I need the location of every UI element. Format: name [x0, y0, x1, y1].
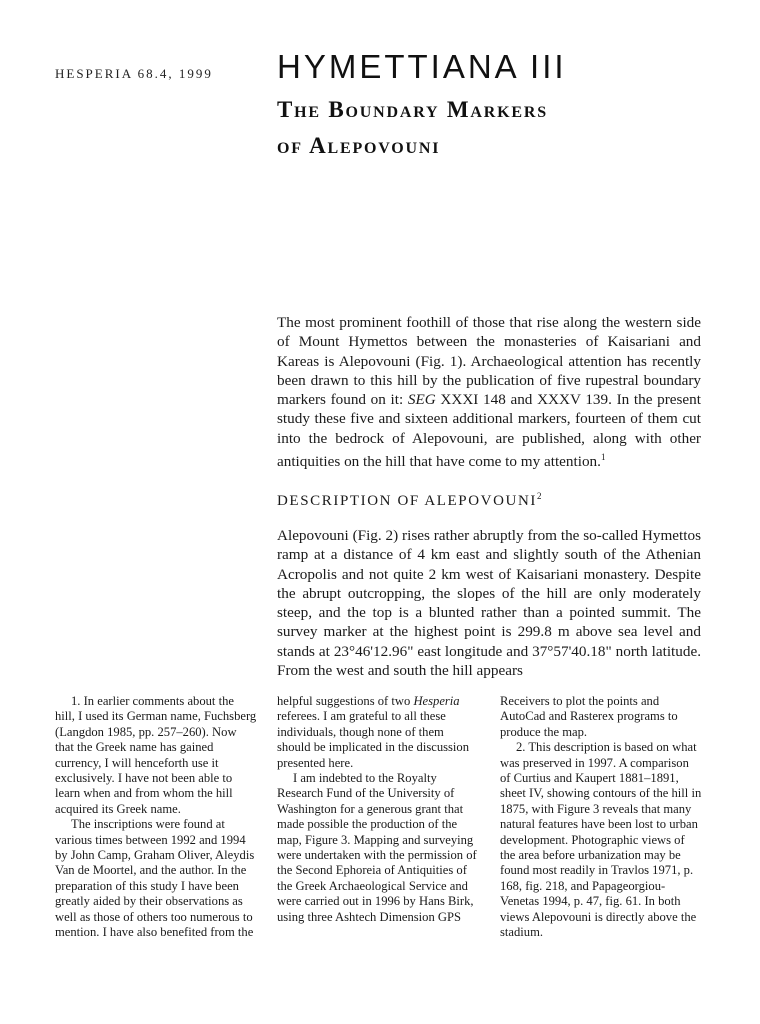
section-heading-text: DESCRIPTION OF ALEPOVOUNI — [277, 493, 538, 509]
seg-abbreviation: SEG — [407, 391, 436, 409]
journal-citation: HESPERIA 68.4, 1999 — [55, 66, 213, 81]
intro-paragraph — [277, 313, 701, 471]
intro-text-part-1: The most prominent foothill of those that rise along the western side of Mount Hymettos between the monasteries of Kaisariani and Kareas is Alepovouni (Fig. 1). Archaeological attention has recently been drawn to this hill by the publication of five rupestral boundary markers found on it: — [277, 314, 701, 409]
intro-text-part-2: XXXI 148 and XXXV 139. In the present study these five and sixteen additional markers, fourteen of them cut into the bedrock of Alepovouni, are published, along with other antiquities on the hill that have come to my attention. — [277, 391, 701, 471]
footnote-text: referees. I am grateful to all these individuals, though none of them should be implicated in the discussion presented here. — [277, 709, 470, 770]
footnote-2: 2. This description is based on what was preserved in 1997. A comparison of Curtius and Kaupert 1881–1891, sheet IV, showing contours of the hill in 1875, with Figure 3 reveals that many natural features have been lost to urban development. Photographic views of the area before urbanization may be found most readily in Travlos 1971, p. 168, fig. 218, and Papageorgiou-Venetas 1994, p. 47, fig. 61. In both views Alepovouni is directly above the stadium. — [500, 740, 702, 940]
footnote-column-2 — [277, 694, 479, 925]
footnote-1-continuation — [277, 694, 479, 771]
footnote-column-1 — [55, 694, 257, 941]
footnote-ref-1[interactable]: 1 — [600, 452, 606, 463]
journal-name: Hesperia — [413, 694, 460, 708]
article-title-line-1: The Boundary Markers — [277, 97, 548, 122]
footnote-1-acknowledgement: I am indebted to the Royalty Research Fund of the University of Washington for a generous grant that made possible the production of the map, Figure 3. Mapping and surveying were undertaken with the permission of the Second Ephoreia of Antiquities of the Greek Archaeological Service and were carried out in 1996 by Hans Birk, using three Ashtech Dimension GPS — [277, 771, 477, 924]
series-title: HYMETTIANA III — [277, 48, 567, 85]
article-title-line-2: of Alepovouni — [277, 133, 441, 158]
footnote-1-continued: The inscriptions were found at various times between 1992 and 1994 by John Camp, Graham Oliver, Aleydis Van de Moortel, and the author. In the preparation of this study I have been greatly aided by their observations as well as those of others too numerous to mention. I have also benefited from the — [55, 817, 255, 940]
footnote-1: 1. In earlier comments about the hill, I used its German name, Fuchsberg (Langdon 1985, pp. 257–260). Now that the Greek name has gained currency, I will henceforth use it exclusively. I have not been able to learn when and from whom the hill acquired its Greek name. — [55, 694, 257, 816]
article-title — [277, 92, 548, 164]
footnote-text: helpful suggestions of two — [277, 694, 414, 708]
footnote-ref-2[interactable]: 2 — [537, 491, 544, 501]
footnote-column-3 — [500, 694, 702, 941]
description-paragraph: Alepovouni (Fig. 2) rises rather abruptly from the so-called Hymettos ramp at a distance of 4 km east and slightly south of the Athenian Acropolis and not quite 2 km west of Kaisariani monastery. Despite the abrupt outcropping, the slopes of the hill are only moderately steep, and the top is a blunted rather than a pointed summit. The survey marker at the highest point is 299.8 m above sea level and stands at 23°46'12.96" east longitude and 37°57'40.18" north latitude. From the west and south the hill appears — [277, 527, 701, 680]
section-heading — [277, 491, 543, 510]
footnote-1-end: Receivers to plot the points and AutoCad and Rasterex programs to produce the map. — [500, 694, 678, 739]
